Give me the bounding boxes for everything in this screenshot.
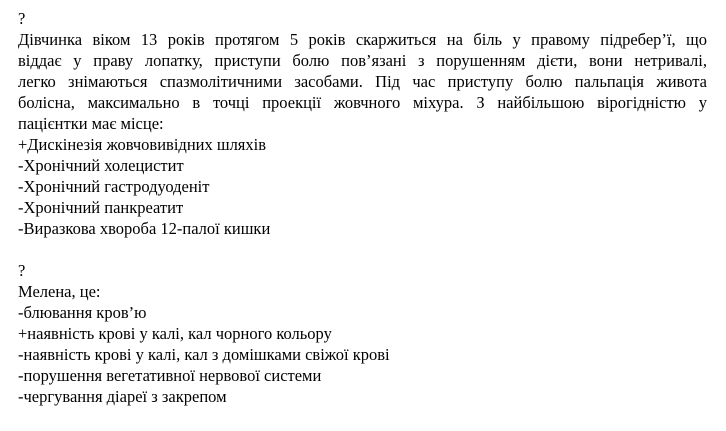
- question-2: [18, 260, 707, 407]
- document-body: [18, 8, 707, 407]
- question-stem-line: легко знімаються спазмолітичними засобами. Під час приступу болю пальпація живота: [18, 72, 707, 91]
- question-stem-line: пацієнтки має місце:: [18, 114, 164, 133]
- question-marker: ?: [18, 9, 26, 28]
- answer-option: -чергування діареї з закрепом: [18, 387, 227, 406]
- answer-option: -блювання кров’ю: [18, 303, 147, 322]
- answer-option-correct: +наявність крові у калі, кал чорного кольору: [18, 324, 332, 343]
- blank-line: [18, 239, 707, 260]
- answer-option: -порушення вегетативної нервової системи: [18, 366, 322, 385]
- answer-option: -Хронічний панкреатит: [18, 198, 184, 217]
- answer-option-correct: +Дискінезія жовчовивідних шляхів: [18, 135, 267, 154]
- question-stem-line: Дівчинка віком 13 років протягом 5 років скаржиться на біль у правому підребер’ї, що: [18, 30, 707, 49]
- answer-option: -Хронічний гастродуоденіт: [18, 177, 210, 196]
- answer-option: -наявність крові у калі, кал з домішками свіжої крові: [18, 345, 390, 364]
- answer-option: -Хронічний холецистит: [18, 156, 184, 175]
- question-marker: ?: [18, 261, 26, 280]
- question-1: [18, 8, 707, 239]
- question-stem-line: віддає у праву лопатку, приступи болю пов’язані з порушенням дієти, вони нетривалі,: [18, 51, 707, 70]
- question-stem-line: Мелена, це:: [18, 282, 101, 301]
- answer-option: -Виразкова хвороба 12-палої кишки: [18, 219, 271, 238]
- question-stem-line: болісна, максимально в точці проекції жовчного міхура. З найбільшою вірогідністю у: [18, 93, 707, 112]
